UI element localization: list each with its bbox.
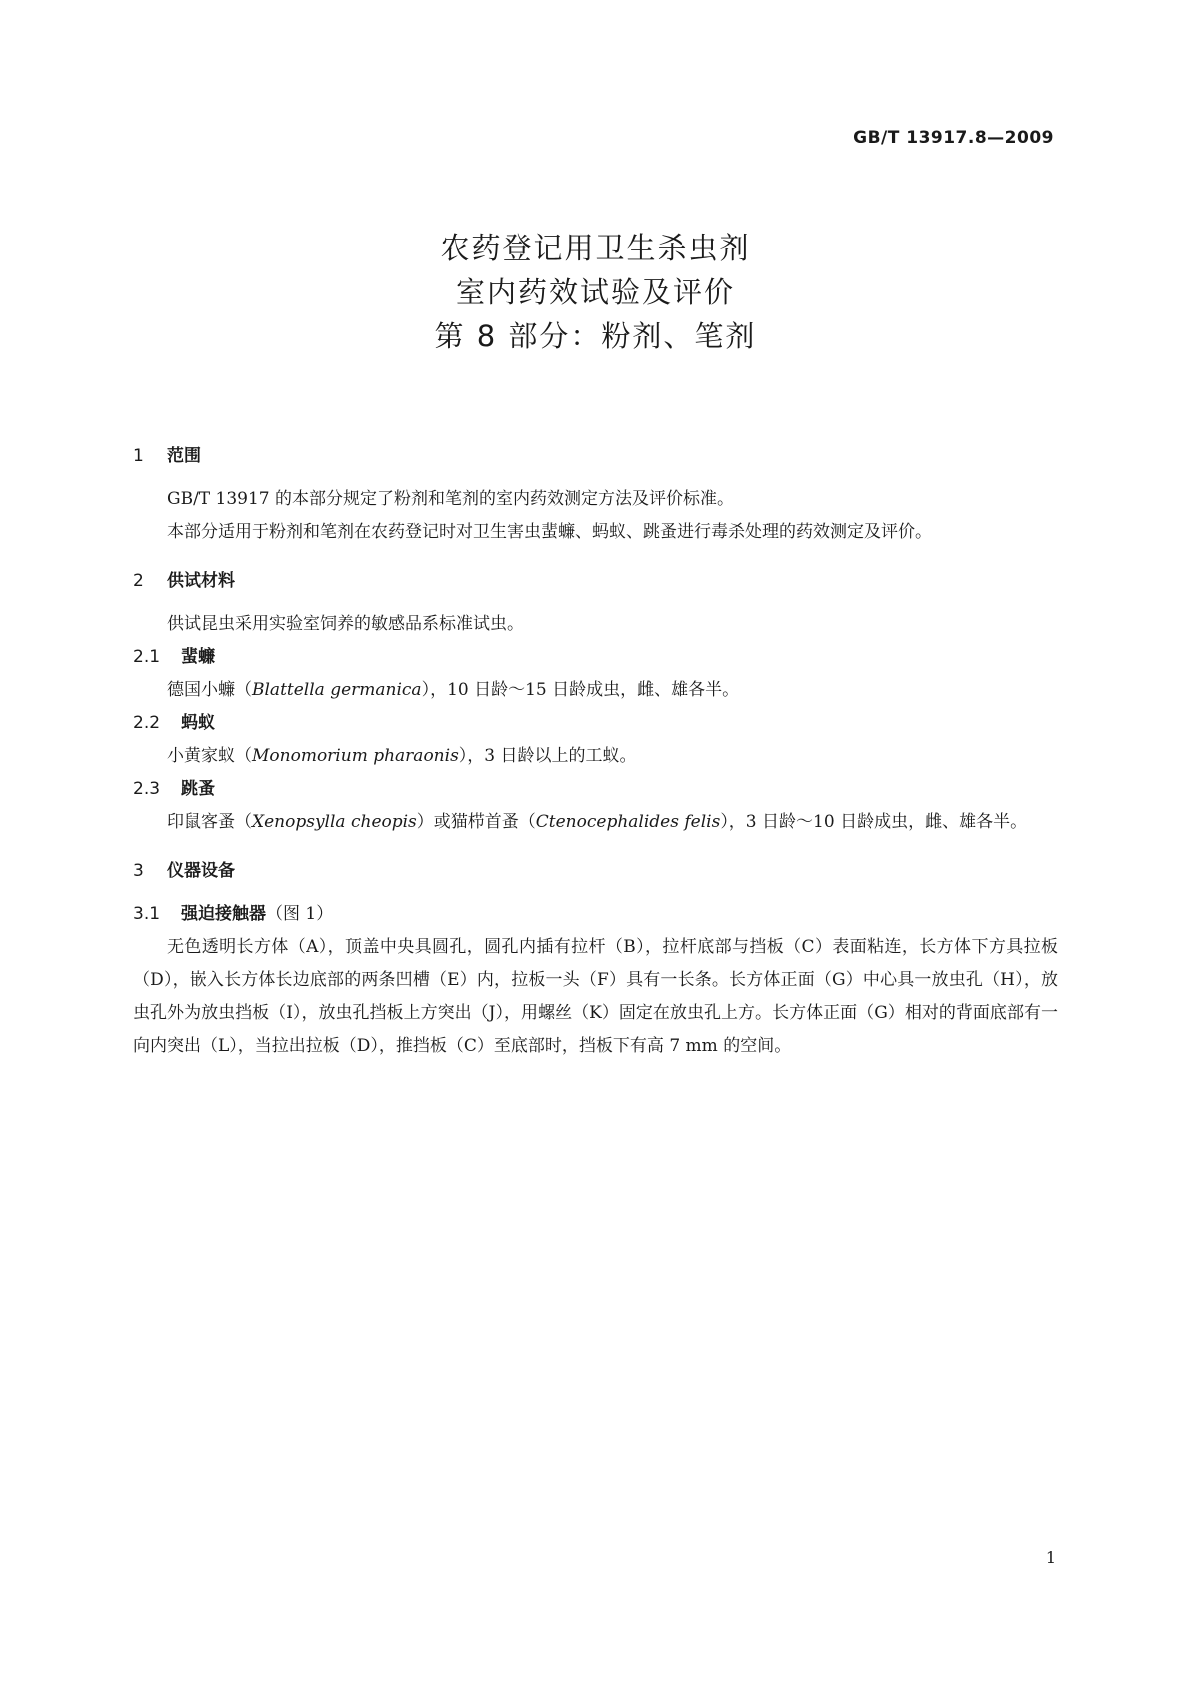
latin-name: Blattella germanica bbox=[252, 680, 422, 700]
paragraph: 德国小蠊（Blattella germanica），10 日龄～15 日龄成虫，雌、雄各半。 bbox=[167, 680, 740, 700]
latin-name: Monomorium pharaonis bbox=[252, 746, 459, 766]
section-title: 仪器设备 bbox=[167, 861, 235, 881]
paragraph: 无色透明长方体（A），顶盖中央具圆孔，圆孔内插有拉杆（B），拉杆底部与挡板（C）表面粘连，长方体下方具拉板（D），嵌入长方体长边底部的两条凹槽（E）内，拉板一头（F）具有一长条。长方体正面（G）中心具一放虫孔（H），放虫孔外为放虫挡板（I），放虫孔挡板上方突出（J），用螺丝（K）固定在放虫孔上方。长方体正面（G）相对的背面底部有一向内突出（L），当拉出拉板（D），推挡板（C）至底部时，挡板下有高 7 mm 的空间。 bbox=[133, 937, 1058, 1056]
section-number: 3 bbox=[133, 861, 144, 881]
subsection-title: 蜚蠊 bbox=[181, 647, 215, 667]
latin-name: Xenopsylla cheopis bbox=[252, 812, 417, 832]
section-1-heading bbox=[133, 440, 1058, 473]
title-line-3: 第 8 部分：粉剂、笔剂 bbox=[434, 319, 757, 353]
paragraph: 本部分适用于粉剂和笔剂在农药登记时对卫生害虫蜚蠊、蚂蚁、跳蚤进行毒杀处理的药效测定及评价。 bbox=[167, 522, 932, 542]
subsection-number: 3.1 bbox=[133, 904, 161, 924]
section-3-heading bbox=[133, 855, 1058, 888]
subsection-number: 2.3 bbox=[133, 779, 161, 799]
latin-name: Ctenocephalides felis bbox=[535, 812, 721, 832]
paragraph: GB/T 13917 的本部分规定了粉剂和笔剂的室内药效测定方法及评价标准。 bbox=[167, 489, 735, 509]
subsection-2-1-heading bbox=[133, 641, 1058, 674]
paragraph: 小黄家蚁（Monomorium pharaonis），3 日龄以上的工蚁。 bbox=[167, 746, 637, 766]
subsection-number: 2.2 bbox=[133, 713, 161, 733]
page-number: 1 bbox=[1045, 1548, 1056, 1567]
section-title: 供试材料 bbox=[167, 571, 235, 591]
title-line-1: 农药登记用卫生杀虫剂 bbox=[440, 231, 751, 265]
section-2-heading bbox=[133, 565, 1058, 598]
subsection-number: 2.1 bbox=[133, 647, 161, 667]
subsection-2-3-heading bbox=[133, 773, 1058, 806]
paragraph: 供试昆虫采用实验室饲养的敏感品系标准试虫。 bbox=[167, 614, 524, 634]
title-line-2: 室内药效试验及评价 bbox=[455, 275, 735, 309]
figure-reference: （图 1） bbox=[266, 904, 334, 924]
paragraph: 印鼠客蚤（Xenopsylla cheopis）或猫栉首蚤（Ctenocephalides felis），3 日龄～10 日龄成虫，雌、雄各半。 bbox=[167, 812, 1028, 832]
subsection-3-1-heading bbox=[133, 898, 1058, 931]
document-title bbox=[0, 226, 1191, 358]
section-title: 范围 bbox=[167, 446, 201, 466]
section-number: 2 bbox=[133, 571, 144, 591]
subsection-title: 跳蚤 bbox=[181, 779, 215, 799]
subsection-title: 强迫接触器 bbox=[181, 904, 266, 924]
subsection-title: 蚂蚁 bbox=[181, 713, 215, 733]
standard-code: GB/T 13917.8—2009 bbox=[853, 128, 1054, 148]
subsection-2-2-heading bbox=[133, 707, 1058, 740]
document-body bbox=[133, 440, 1058, 1063]
section-number: 1 bbox=[133, 446, 144, 466]
